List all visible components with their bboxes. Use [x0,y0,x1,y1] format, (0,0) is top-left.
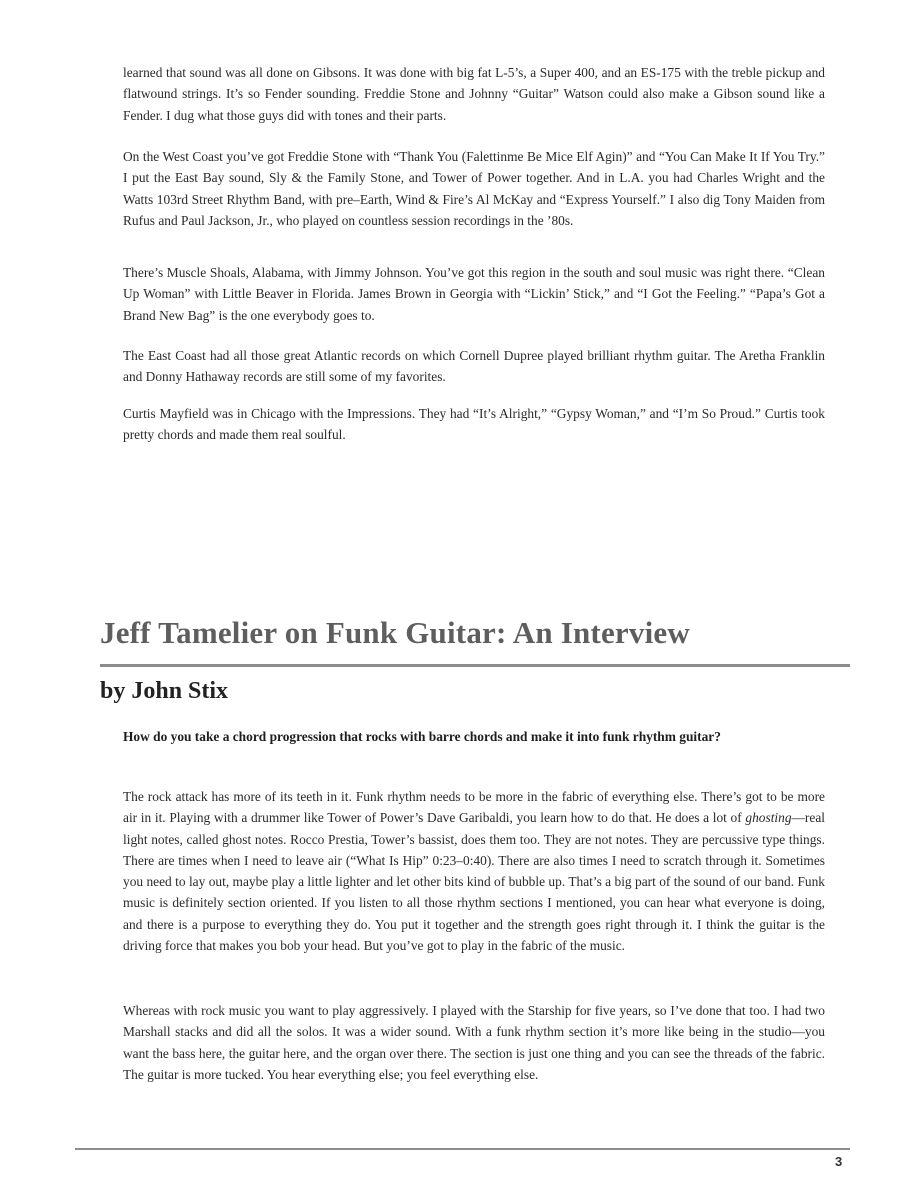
interview-question: How do you take a chord progression that rocks with barre chords and make it into funk rhythm guitar? [123,729,721,744]
title-divider [100,664,850,667]
body-paragraph-muscle-shoals: There’s Muscle Shoals, Alabama, with Jimmy Johnson. You’ve got this region in the south and soul music was right there. “Clean Up Woman” with Little Beaver in Florida. James Brown in Georgia with “Lickin’ Stick,” and “I Got the Feeling.” “Papa’s Got a Brand New Bag” is the one everybody goes to. [123,265,825,323]
answer-1-text-start: The rock attack has more of its teeth in it. Funk rhythm needs to be more in the fabric of everything else. There’s got to be more air in it. Playing with a drummer like Tower of Power’s Dave Garibaldi, you learn how to do that. He does a lot of [123,789,825,826]
ghosting-term: ghosting [745,810,792,826]
body-paragraph-east-coast: The East Coast had all those great Atlantic records on which Cornell Dupree played brilliant rhythm guitar. The Aretha Franklin and Donny Hathaway records are still some of my favorites. [123,348,825,385]
interview-answer-paragraph-2: Whereas with rock music you want to play aggressively. I played with the Starship for five years, so I’ve done that too. I had two Marshall stacks and did all the solos. It was a wider sound. With a funk rhythm section it’s more like being in the studio—you want the bass here, the guitar here, and the organ over there. The section is just one thing and you can see the threads of the fabric. The guitar is more tucked. You hear everything else; you feel everything else. [123,1003,825,1082]
byline: by John Stix [100,678,229,704]
interview-answer-paragraph-1 [123,786,825,956]
page-number: 3 [835,1154,843,1169]
body-paragraph-curtis-mayfield: Curtis Mayfield was in Chicago with the Impressions. They had “It’s Alright,” “Gypsy Woman,” and “I’m So Proud.” Curtis took pretty chords and made them real soulful. [123,406,825,443]
footer-divider [75,1148,850,1150]
interview-title: Jeff Tamelier on Funk Guitar: An Interview [100,615,690,650]
body-paragraph-west-coast: On the West Coast you’ve got Freddie Stone with “Thank You (Falettinme Be Mice Elf Agin)” and “You Can Make It If You Try.” I put the East Bay sound, Sly & the Family Stone, and Tower of Power together. And in L.A. you had Charles Wright and the Watts 103rd Street Rhythm Band, with pre–Earth, Wind & Fire’s Al McKay and “Express Yourself.” I also dig Tony Maiden from Rufus and Paul Jackson, Jr., who played on countless session recordings in the ’80s. [123,149,825,228]
answer-1-text-end: —real light notes, called ghost notes. Rocco Prestia, Tower’s bassist, does them too. They are not notes. They are percussive type things. There are times when I need to leave air (“What Is Hip” 0:23–0:40). There are also times I need to scratch through it. Sometimes you need to lay out, maybe play a little lighter and let other bits kind of bubble up. That’s a big part of the sound of our band. Funk music is definitely section oriented. If you listen to all those rhythm sections I mentioned, you can hear what everyone is doing, and there is a purpose to everything they do. You put it together and the strength goes right through it. I think the guitar is the driving force that makes you bob your head. But you’ve got to play in the fabric of the music. [123,810,825,954]
body-paragraph-gibson-sound: learned that sound was all done on Gibsons. It was done with big fat L-5’s, a Super 400, and an ES-175 with the treble pickup and flatwound strings. It’s so Fender sounding. Freddie Stone and Johnny “Guitar” Watson could also make a Gibson sound like a Fender. I dug what those guys did with tones and their parts. [123,65,825,123]
